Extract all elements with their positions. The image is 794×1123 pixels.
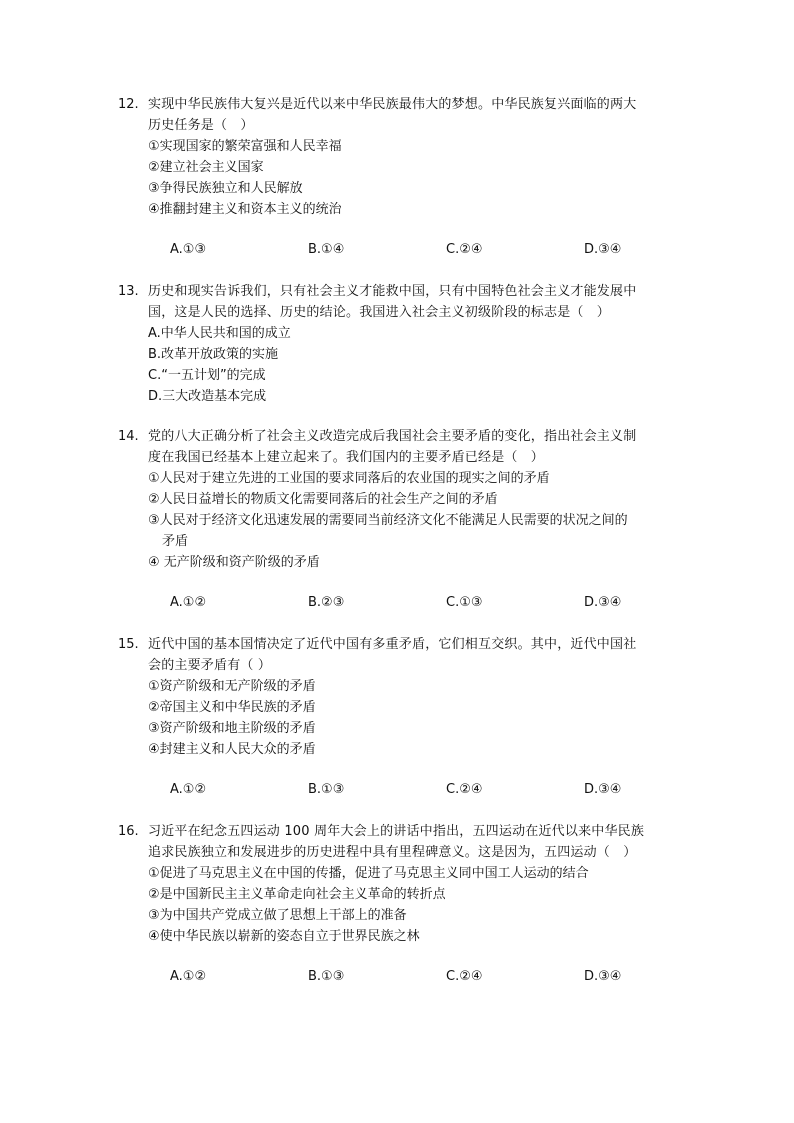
question-14 — [118, 426, 678, 613]
option-item: ①人民对于建立先进的工业国的要求同落后的农业国的现实之间的矛盾 — [148, 471, 550, 486]
option-item: ④ 无产阶级和资产阶级的矛盾 — [148, 555, 320, 570]
answer-choices — [148, 966, 678, 987]
question-number: 13. — [118, 284, 139, 299]
answer-choice-b[interactable]: B.②③ — [308, 595, 345, 610]
option-item: ②帝国主义和中华民族的矛盾 — [148, 700, 316, 715]
answer-choice-b[interactable]: B.①③ — [308, 782, 345, 797]
option-item: ①促进了马克思主义在中国的传播，促进了马克思主义同中国工人运动的结合 — [148, 866, 589, 881]
question-stem-line: 实现中华民族伟大复兴是近代以来中华民族最伟大的梦想。中华民族复兴面临的两大 — [148, 97, 637, 112]
answer-choice-b[interactable]: B.①④ — [308, 242, 345, 257]
answer-choices — [148, 779, 678, 800]
question-stem-line: 党的八大正确分析了社会主义改造完成后我国社会主要矛盾的变化，指出社会主义制 — [148, 429, 637, 444]
answer-choice-d[interactable]: D.③④ — [584, 969, 622, 984]
option-item: ③为中国共产党成立做了思想上干部上的准备 — [148, 908, 407, 923]
option-item: ②建立社会主义国家 — [148, 160, 264, 175]
option-item: ③争得民族独立和人民解放 — [148, 181, 303, 196]
answer-choice-d[interactable]: D.③④ — [584, 595, 622, 610]
question-13 — [118, 281, 678, 407]
answer-choice-d[interactable]: D.③④ — [584, 782, 622, 797]
question-number: 12. — [118, 97, 139, 112]
answer-choices — [148, 239, 678, 260]
option-item: ③人民对于经济文化迅速发展的需要同当前经济文化不能满足人民需要的状况之间的 — [148, 513, 628, 528]
option-item: ①资产阶级和无产阶级的矛盾 — [148, 679, 316, 694]
answer-choice-a[interactable]: A.①② — [170, 595, 207, 610]
question-stem-line: 习近平在纪念五四运动 100 周年大会上的讲话中指出，五四运动在近代以来中华民族 — [148, 824, 645, 839]
answer-choices — [148, 592, 678, 613]
answer-choice-d[interactable]: D.三大改造基本完成 — [148, 389, 267, 404]
question-15 — [118, 634, 678, 800]
option-item: ④使中华民族以崭新的姿态自立于世界民族之林 — [148, 929, 420, 944]
answer-choice-d[interactable]: D.③④ — [584, 242, 622, 257]
answer-choice-b[interactable]: B.①③ — [308, 969, 345, 984]
question-number: 14. — [118, 429, 139, 444]
question-12 — [118, 94, 678, 260]
option-item: ③资产阶级和地主阶级的矛盾 — [148, 721, 316, 736]
option-item: ④推翻封建主义和资本主义的统治 — [148, 202, 342, 217]
question-stem-line: 近代中国的基本国情决定了近代中国有多重矛盾，它们相互交织。其中，近代中国社 — [148, 637, 637, 652]
answer-choice-a[interactable]: A.中华人民共和国的成立 — [148, 326, 291, 341]
question-stem-line: 国，这是人民的选择、历史的结论。我国进入社会主义初级阶段的标志是（ ） — [148, 305, 611, 320]
answer-choice-a[interactable]: A.①③ — [170, 242, 207, 257]
question-stem-line: 历史任务是（ ） — [148, 118, 254, 133]
option-item: ②是中国新民主主义革命走向社会主义革命的转折点 — [148, 887, 446, 902]
answer-choice-a[interactable]: A.①② — [170, 782, 207, 797]
answer-choice-b[interactable]: B.改革开放政策的实施 — [148, 347, 279, 362]
question-stem-line: 度在我国已经基本上建立起来了。我们国内的主要矛盾已经是（ ） — [148, 450, 545, 465]
option-item: ②人民日益增长的物质文化需要同落后的社会生产之间的矛盾 — [148, 492, 498, 507]
question-number: 15. — [118, 637, 139, 652]
answer-choice-c[interactable]: C.②④ — [446, 242, 483, 257]
question-stem-line: 追求民族独立和发展进步的历史进程中具有里程碑意义。这是因为，五四运动（ ） — [148, 845, 637, 860]
question-stem-line: 历史和现实告诉我们，只有社会主义才能救中国，只有中国特色社会主义才能发展中 — [148, 284, 637, 299]
answer-choice-c[interactable]: C.①③ — [446, 595, 483, 610]
question-16 — [118, 821, 678, 987]
question-stem-line: 会的主要矛盾有（ ） — [148, 658, 272, 673]
option-item: ④封建主义和人民大众的矛盾 — [148, 742, 316, 757]
answer-choice-a[interactable]: A.①② — [170, 969, 207, 984]
answer-choice-c[interactable]: C.②④ — [446, 969, 483, 984]
option-item: ①实现国家的繁荣富强和人民幸福 — [148, 139, 342, 154]
answer-choice-c[interactable]: C.“一五计划”的完成 — [148, 368, 266, 383]
question-number: 16. — [118, 824, 139, 839]
answer-choice-c[interactable]: C.②④ — [446, 782, 483, 797]
option-item-continuation: 矛盾 — [162, 534, 189, 549]
